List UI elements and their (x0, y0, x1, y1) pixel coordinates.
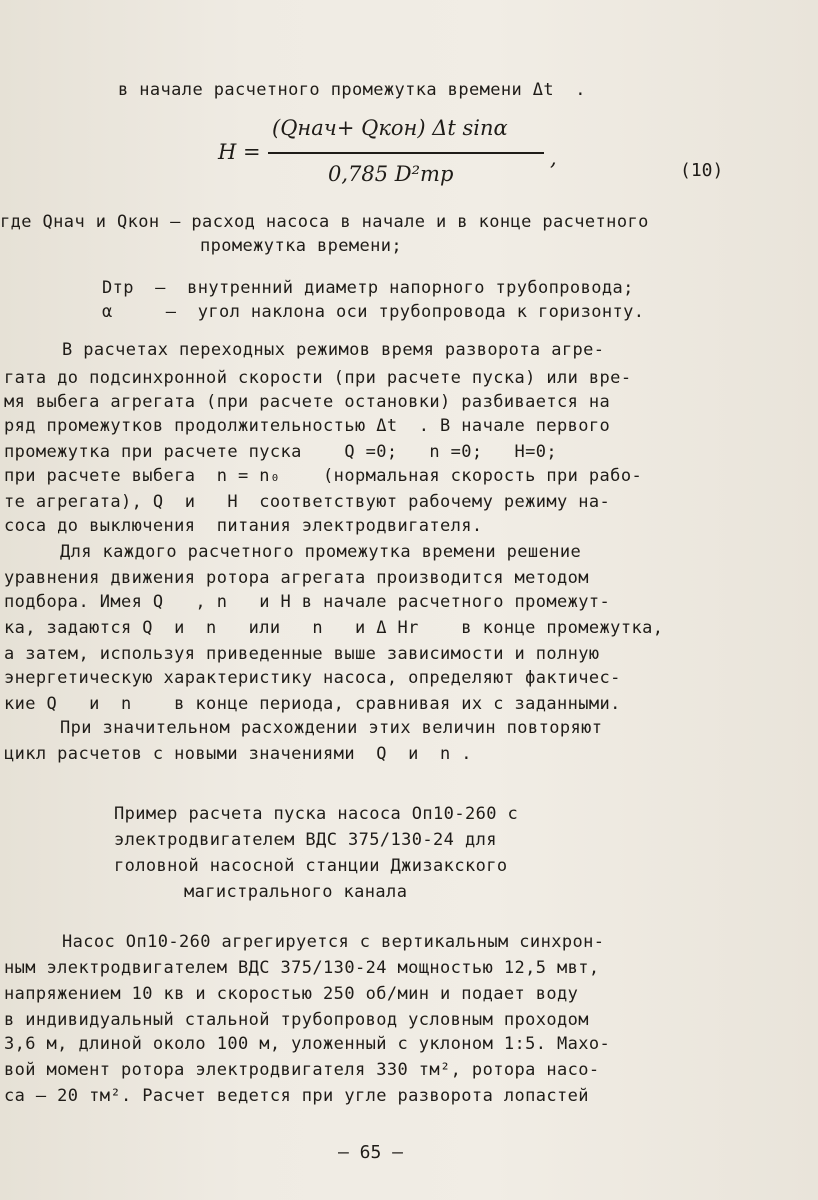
text-line: ным электродвигателем ВДС 375/130-24 мощностью 12,5 мвт, (4, 958, 600, 978)
text-line: промежутка времени; (200, 236, 403, 256)
text-line: Dтр – внутренний диаметр напорного трубопровода; (102, 278, 634, 298)
text-line: кие Q и n в конце периода, сравнивая их с заданными. (4, 694, 621, 714)
text-line: соса до выключения питания электродвигателя. (4, 516, 483, 536)
formula-lhs: H = (218, 140, 261, 164)
text-line: При значительном расхождении этих величин повторяют (60, 718, 603, 738)
formula-numerator: (Qнач+ Qкон) Δt sinα (272, 116, 508, 140)
text-line: α – угол наклона оси трубопровода к горизонту. (102, 302, 645, 322)
title-line: Пример расчета пуска насоса Оп10-260 с (114, 804, 519, 824)
page-number: – 65 – (338, 1142, 404, 1163)
text-line: где Qнач и Qкон – расход насоса в начале и в конце расчетного (0, 212, 649, 232)
text-line: уравнения движения ротора агрегата производится методом (4, 568, 589, 588)
text-line: те агрегата), Q и H соответствуют рабочему режиму на- (4, 492, 611, 512)
fraction-bar (268, 152, 544, 154)
equation-number: (10) (680, 160, 724, 181)
text-line: цикл расчетов с новыми значениями Q и n . (4, 744, 472, 764)
title-line: головной насосной станции Джизакского (114, 856, 508, 876)
text-line: Для каждого расчетного промежутка времени решение (60, 542, 582, 562)
text-line: ка, задаются Q и n или n и Δ Hr в конце промежутка, (4, 618, 664, 638)
title-line: электродвигателем ВДС 375/130-24 для (114, 830, 497, 850)
text-line: при расчете выбега n = n₀ (нормальная скорость при рабо- (4, 466, 643, 486)
text-line: напряжением 10 кв и скоростью 250 об/мин и подает воду (4, 984, 579, 1004)
text-line: В расчетах переходных режимов время разворота агре- (62, 340, 605, 360)
formula-denominator: 0,785 D²тр (328, 162, 454, 186)
text-line: гата до подсинхронной скорости (при расчете пуска) или вре- (4, 368, 632, 388)
title-line: магистрального канала (184, 882, 408, 902)
text-line: Насос Оп10-260 агрегируется с вертикальным синхрон- (62, 932, 605, 952)
text-line: энергетическую характеристику насоса, определяют фактичес- (4, 668, 621, 688)
text-line: вой момент ротора электродвигателя 330 тм², ротора насо- (4, 1060, 600, 1080)
text-line: 3,6 м, длиной около 100 м, уложенный с уклоном 1:5. Махо- (4, 1034, 611, 1054)
text-line: подбора. Имея Q , n и H в начале расчетного промежут- (4, 592, 611, 612)
text-line: мя выбега агрегата (при расчете остановки) разбивается на (4, 392, 611, 412)
text-line: а затем, используя приведенные выше зависимости и полную (4, 644, 600, 664)
text-line: в начале расчетного промежутка времени Δt . (118, 80, 586, 100)
text-line: промежутка при расчете пуска Q =0; n =0; H=0; (4, 442, 558, 462)
text-line: в индивидуальный стальной трубопровод условным проходом (4, 1010, 589, 1030)
text-line: са – 20 тм². Расчет ведется при угле разворота лопастей (4, 1086, 589, 1106)
text-line: ряд промежутков продолжительностью Δt . В начале первого (4, 416, 611, 436)
formula-trail: , (550, 146, 557, 170)
